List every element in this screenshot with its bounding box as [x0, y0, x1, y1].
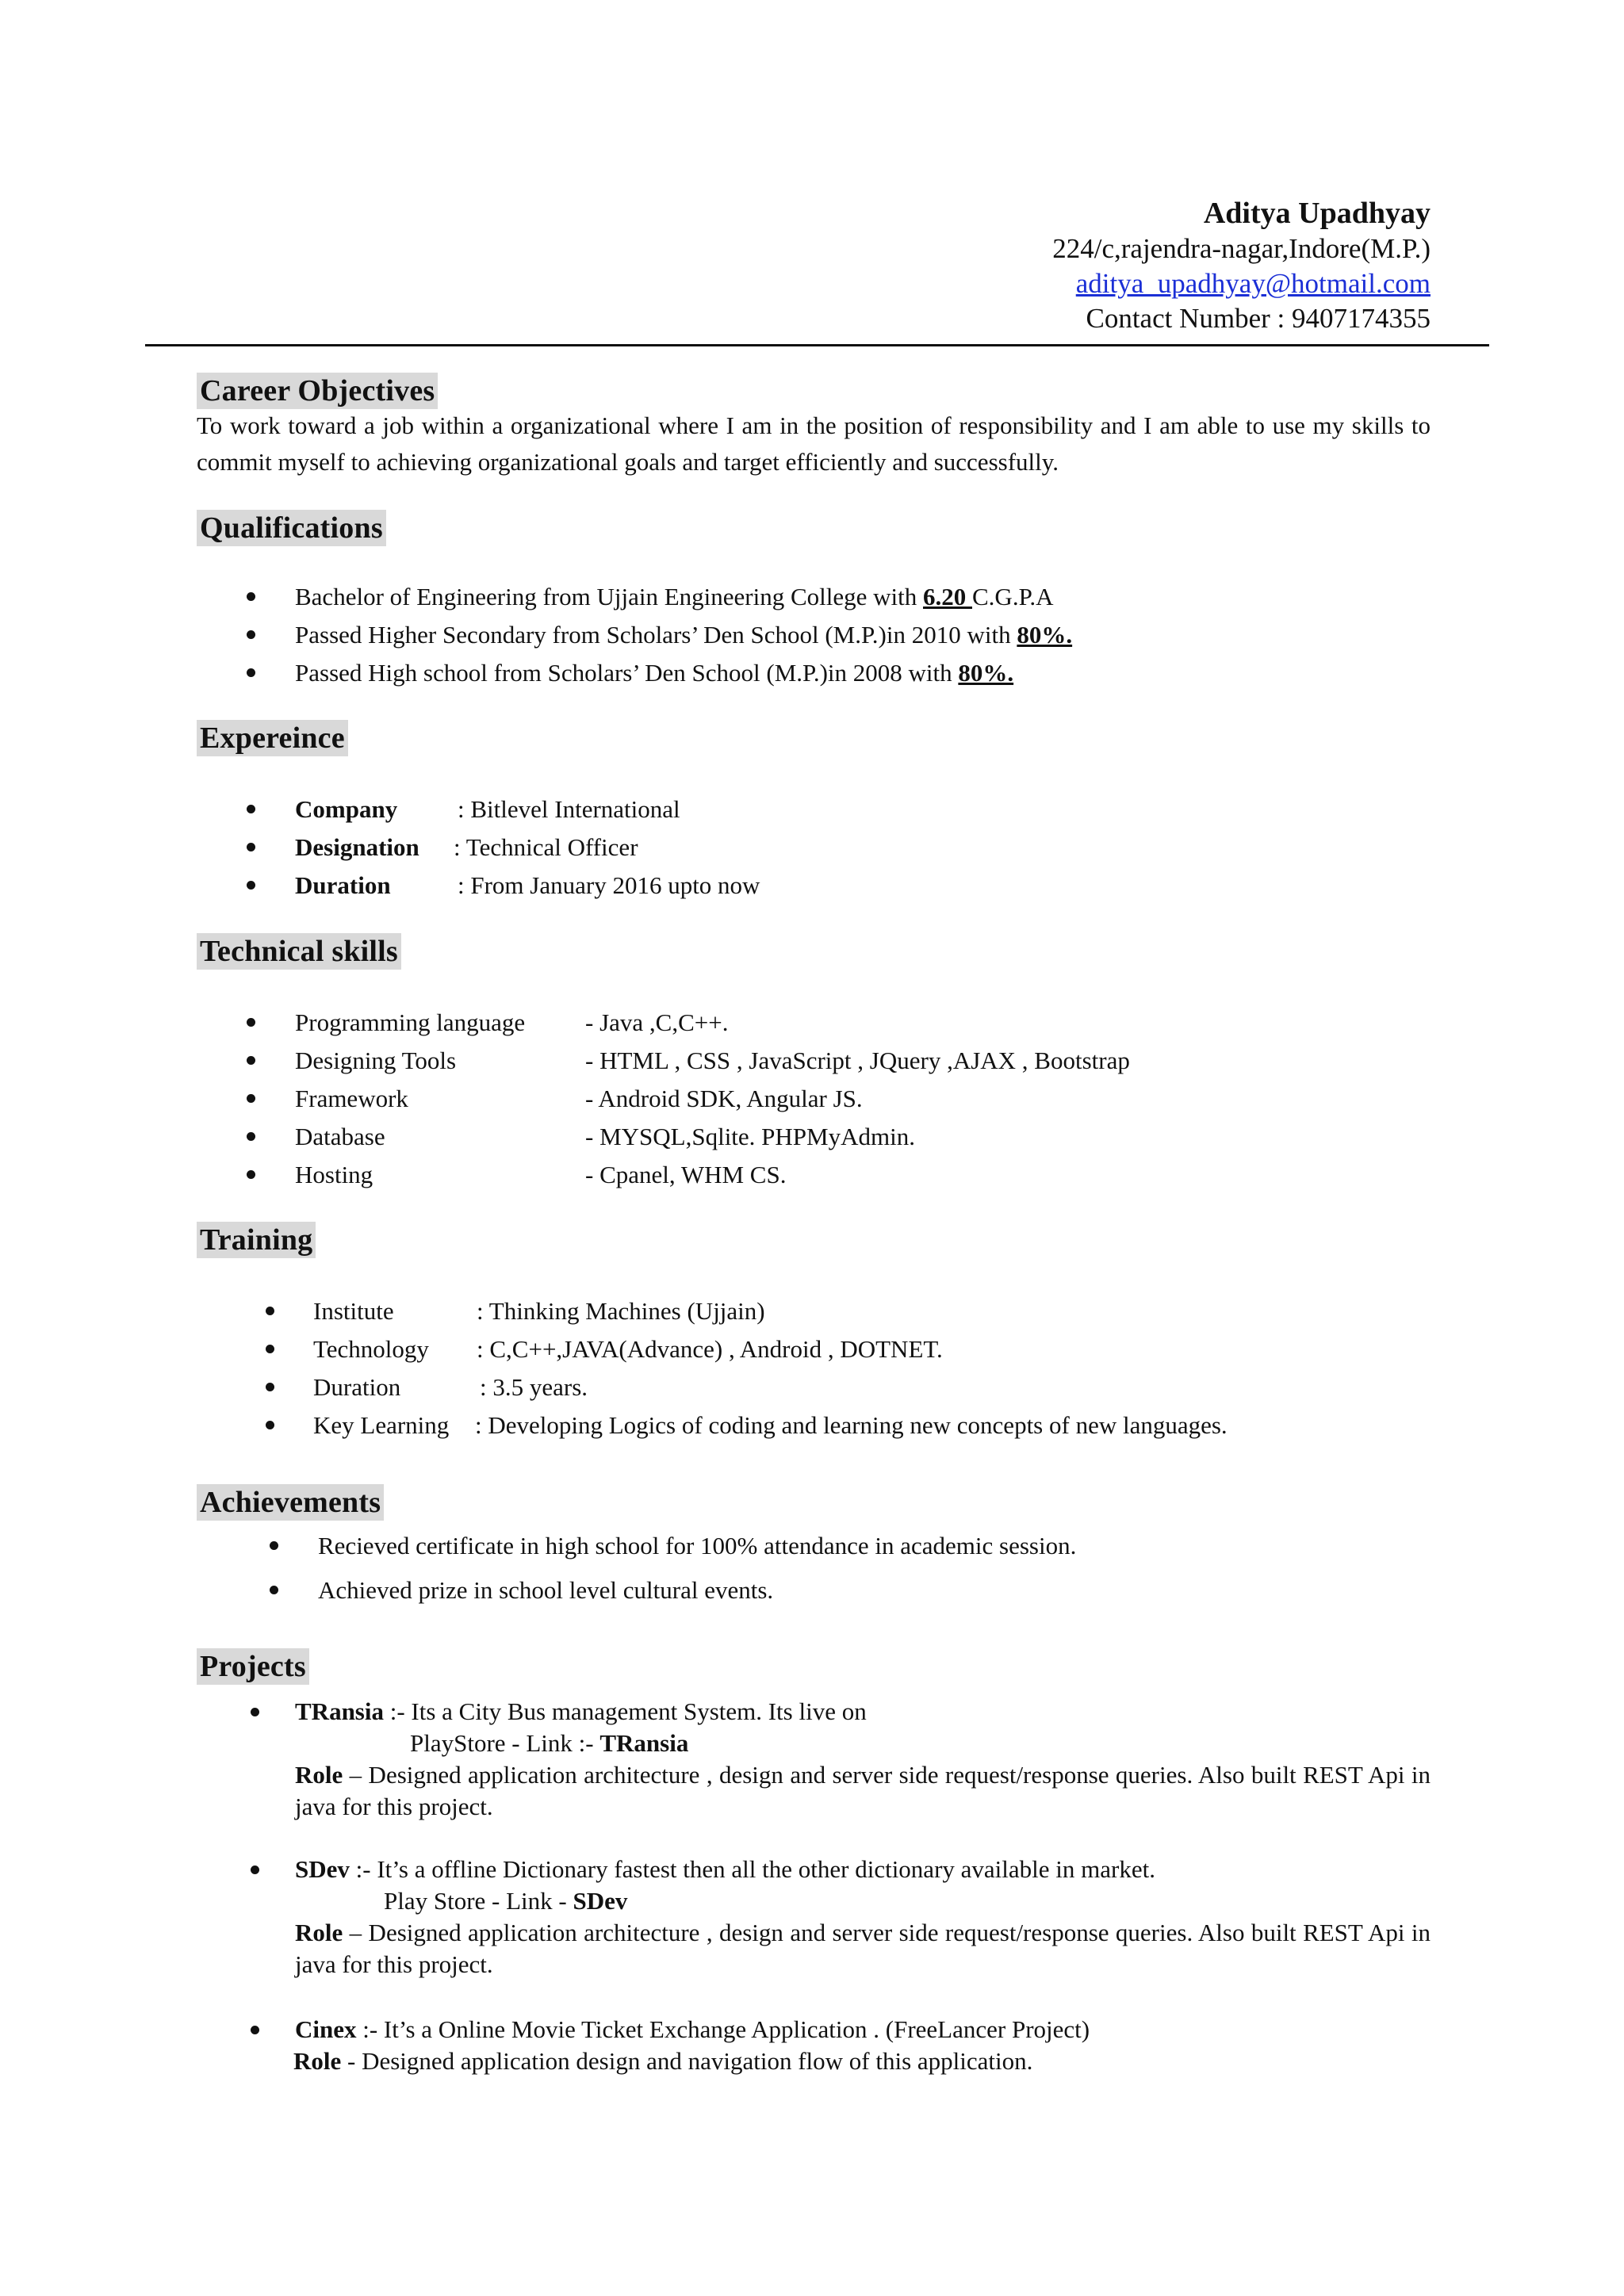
- bullet-icon: [247, 1132, 255, 1141]
- list-item: Duration : From January 2016 upto now: [247, 867, 419, 905]
- bullet-icon: [266, 1383, 274, 1391]
- list-item: Institute : Thinking Machines (Ujjain): [266, 1292, 449, 1330]
- bullet-icon: [270, 1586, 278, 1594]
- list-item: Company : Bitlevel International: [247, 790, 419, 828]
- bullet-icon: [251, 2026, 259, 2034]
- bullet-icon: [247, 668, 255, 677]
- bullet-icon: [247, 1056, 255, 1065]
- candidate-name: Aditya Upadhyay: [1203, 197, 1431, 230]
- bullet-icon: [266, 1307, 274, 1315]
- heading-experience: Expereince: [197, 720, 348, 756]
- list-item: Achieved prize in school level cultural events.: [270, 1571, 1076, 1616]
- list-item: Framework - Android SDK, Angular JS.: [247, 1080, 525, 1118]
- list-item: Designation : Technical Officer: [247, 828, 419, 867]
- bullet-icon: [247, 1018, 255, 1027]
- career-objective-text: To work toward a job within a organizational where I am in the position of responsibility and I am able to use my skills to commit myself to achieving organizational goals and target efficiently and successfully.: [197, 411, 1431, 476]
- skills-list: [247, 1004, 1130, 1194]
- list-item: Passed High school from Scholars’ Den School (M.P.)in 2008 with 80%.: [247, 654, 1072, 692]
- heading-training: Training: [197, 1222, 316, 1258]
- header-divider: [145, 344, 1489, 346]
- playstore-link[interactable]: TRansia: [599, 1729, 689, 1757]
- list-item: Hosting - Cpanel, WHM CS.: [247, 1156, 525, 1194]
- qualifications-list: [247, 578, 1072, 692]
- bullet-icon: [251, 1708, 259, 1716]
- bullet-icon: [247, 630, 255, 639]
- heading-career-objectives: Career Objectives: [197, 373, 438, 409]
- bullet-icon: [251, 1866, 259, 1874]
- heading-projects: Projects: [197, 1648, 309, 1685]
- list-item: Passed Higher Secondary from Scholars’ Den School (M.P.)in 2010 with 80%.: [247, 616, 1072, 654]
- bullet-icon: [266, 1421, 274, 1429]
- bullet-icon: [247, 881, 255, 890]
- contact-number: Contact Number : 9407174355: [1086, 303, 1431, 334]
- project-sdev: SDev :- It’s a offline Dictionary fastest then all the other dictionary available in market. Play Store - Link - SDev Role – Designed application architecture , design and server side request/response queries. Also built REST Api in java for this project.: [295, 1854, 1431, 1980]
- bullet-icon: [247, 592, 255, 601]
- list-item: Database - MYSQL,Sqlite. PHPMyAdmin.: [247, 1118, 525, 1156]
- address: 224/c,rajendra-nagar,Indore(M.P.): [1052, 233, 1431, 264]
- list-item: Recieved certificate in high school for 100% attendance in academic session.: [270, 1527, 1076, 1571]
- bullet-icon: [247, 1170, 255, 1179]
- heading-achievements: Achievements: [197, 1484, 384, 1521]
- email-link[interactable]: aditya_upadhyay@hotmail.com: [1075, 268, 1431, 299]
- bullet-icon: [270, 1541, 278, 1550]
- list-item: Technology : C,C++,JAVA(Advance) , Android , DOTNET.: [266, 1330, 449, 1368]
- project-transia: TRansia :- Its a City Bus management System. Its live on PlayStore - Link :- TRansia Role – Designed application architecture , design and server side request/response queries. Also built REST Api in java for this project.: [295, 1696, 1431, 1823]
- bullet-icon: [266, 1345, 274, 1353]
- experience-list: [247, 790, 760, 905]
- list-item: Key Learning : Developing Logics of coding and learning new concepts of new languages.: [266, 1406, 449, 1445]
- list-item: Duration : 3.5 years.: [266, 1368, 449, 1406]
- bullet-icon: [247, 843, 255, 851]
- list-item: Bachelor of Engineering from Ujjain Engineering College with 6.20 C.G.P.A: [247, 578, 1072, 616]
- training-list: [266, 1292, 1228, 1445]
- project-cinex: Cinex :- It’s a Online Movie Ticket Exchange Application . (FreeLancer Project) Role - Designed application design and navigation flow of this application.: [295, 2014, 1431, 2077]
- heading-qualifications: Qualifications: [197, 510, 386, 546]
- list-item: Programming language - Java ,C,C++.: [247, 1004, 525, 1042]
- playstore-link[interactable]: SDev: [573, 1887, 628, 1915]
- list-item: Designing Tools - HTML , CSS , JavaScript , JQuery ,AJAX , Bootstrap: [247, 1042, 525, 1080]
- bullet-icon: [247, 805, 255, 813]
- bullet-icon: [247, 1094, 255, 1103]
- heading-technical-skills: Technical skills: [197, 933, 401, 970]
- resume-header: [1052, 195, 1431, 336]
- achievements-list: [270, 1527, 1076, 1616]
